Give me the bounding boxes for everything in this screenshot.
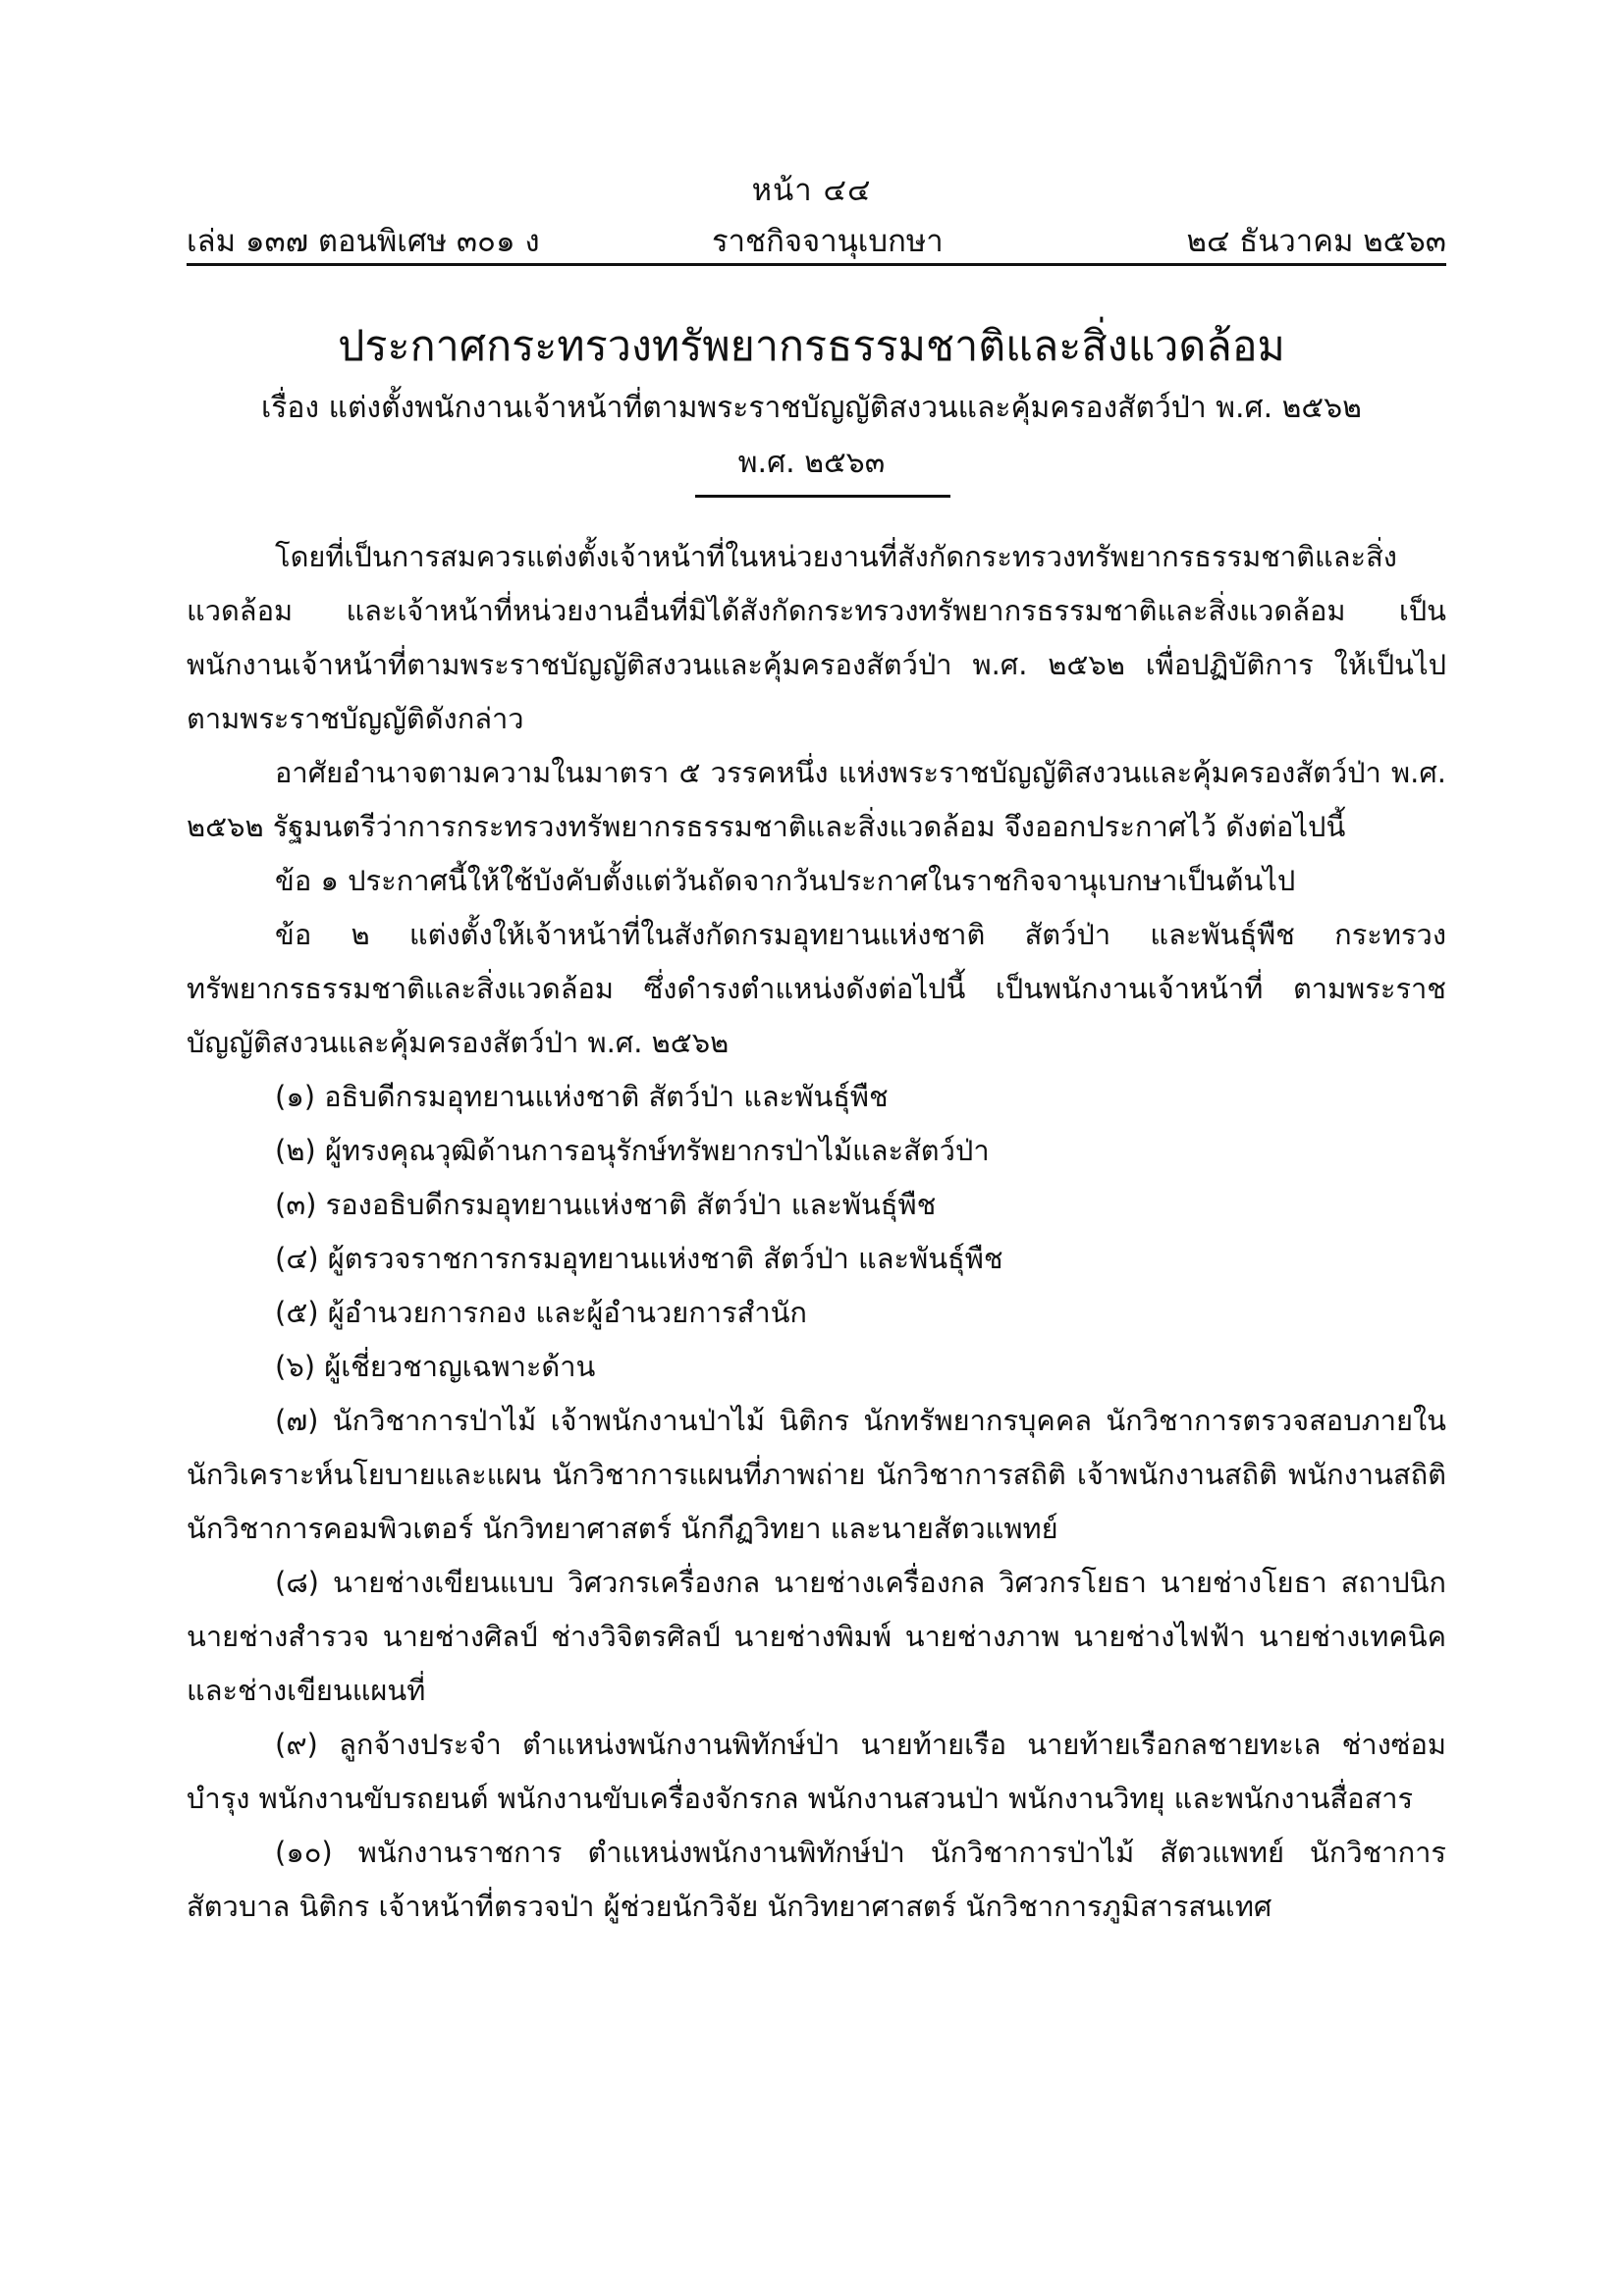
list-item-10: (๑๐) พนักงานราชการ ตำแหน่งพนักงานพิทักษ์ป่า นักวิชาการป่าไม้ สัตวแพทย์ นักวิชาการ สัตวบาล นิติกร เจ้าหน้าที่ตรวจป่า ผู้ช่วยนักวิจัย นักวิทยาศาสตร์ นักวิชาการภูมิสารสนเทศ (187, 1836, 1446, 1923)
clause-1: ข้อ ๑ ประกาศนี้ให้ใช้บังคับตั้งแต่วันถัดจากวันประกาศในราชกิจจานุเบกษาเป็นต้นไป (275, 864, 1296, 897)
clause-2: ข้อ ๒ แต่งตั้งให้เจ้าหน้าที่ในสังกัดกรมอุทยานแห่งชาติ สัตว์ป่า และพันธุ์พืช กระทรวงทรัพยากรธรรมชาติและสิ่งแวดล้อม ซึ่งดำรงตำแหน่งดังต่อไปนี้ เป็นพนักงานเจ้าหน้าที่ ตามพระราชบัญญัติสงวนและคุ้มครองสัตว์ป่า พ.ศ. ๒๕๖๒ (187, 918, 1446, 1059)
list-item: (๔) ผู้ตรวจราชการกรมอุทยานแห่งชาติ สัตว์ป่า และพันธุ์พืช (275, 1242, 1003, 1275)
list-item-7: (๗) นักวิชาการป่าไม้ เจ้าพนักงานป่าไม้ นิติกร นักทรัพยากรบุคคล นักวิชาการตรวจสอบภายใน นักวิเคราะห์นโยบายและแผน นักวิชาการแผนที่ภาพถ่าย นักวิชาการสถิติ เจ้าพนักงานสถิติ พนักงานสถิติ นักวิชาการคอมพิวเตอร์ นักวิทยาศาสตร์ นักกีฏวิทยา และนายสัตวแพทย์ (187, 1404, 1446, 1545)
gazette-header (187, 216, 1446, 259)
authority-paragraph: อาศัยอำนาจตามความในมาตรา ๕ วรรคหนึ่ง แห่งพระราชบัญญัติสงวนและคุ้มครองสัตว์ป่า พ.ศ. ๒๕๖๒ รัฐมนตรีว่าการกระทรวงทรัพยากรธรรมชาติและสิ่งแวดล้อม จึงออกประกาศไว้ ดังต่อไปนี้ (187, 756, 1446, 843)
title-divider (695, 495, 950, 498)
gazette-name: ราชกิจจานุเบกษา (712, 224, 944, 259)
publication-date: ๒๔ ธันวาคม ๒๕๖๓ (1186, 224, 1446, 259)
list-item: (๒) ผู้ทรงคุณวุฒิด้านการอนุรักษ์ทรัพยากรป่าไม้และสัตว์ป่า (275, 1134, 990, 1167)
list-item: (๕) ผู้อำนวยการกอง และผู้อำนวยการสำนัก (275, 1296, 807, 1329)
preamble-paragraph: โดยที่เป็นการสมควรแต่งตั้งเจ้าหน้าที่ในหน่วยงานที่สังกัดกระทรวงทรัพยากรธรรมชาติและสิ่งแวดล้อม และเจ้าหน้าที่หน่วยงานอื่นที่มิได้สังกัดกระทรวงทรัพยากรธรรมชาติและสิ่งแวดล้อม เป็นพนักงานเจ้าหน้าที่ตามพระราชบัญญัติสงวนและคุ้มครองสัตว์ป่า พ.ศ. ๒๕๖๒ เพื่อปฏิบัติการ ให้เป็นไปตามพระราชบัญญัติดังกล่าว (187, 540, 1446, 735)
announcement-year: พ.ศ. ๒๕๖๓ (737, 446, 886, 480)
list-item: (๑) อธิบดีกรมอุทยานแห่งชาติ สัตว์ป่า และพันธุ์พืช (275, 1080, 889, 1113)
announcement-title: ประกาศกระทรวงทรัพยากรธรรมชาติและสิ่งแวดล้อม (338, 322, 1285, 371)
list-item: (๖) ผู้เชี่ยวชาญเฉพาะด้าน (275, 1350, 596, 1383)
announcement-subject: เรื่อง แต่งตั้งพนักงานเจ้าหน้าที่ตามพระราชบัญญัติสงวนและคุ้มครองสัตว์ป่า พ.ศ. ๒๕๖๒ (261, 391, 1362, 425)
page-number: หน้า ๔๔ (751, 173, 872, 208)
volume-info: เล่ม ๑๓๗ ตอนพิเศษ ๓๐๑ ง (187, 224, 540, 259)
list-item: (๓) รองอธิบดีกรมอุทยานแห่งชาติ สัตว์ป่า และพันธุ์พืช (275, 1188, 937, 1221)
document-body (187, 530, 1446, 1934)
header-divider (187, 263, 1446, 266)
list-item-9: (๙) ลูกจ้างประจำ ตำแหน่งพนักงานพิทักษ์ป่า นายท้ายเรือ นายท้ายเรือกลชายทะเล ช่างซ่อมบำรุง พนักงานขับรถยนต์ พนักงานขับเครื่องจักรกล พนักงานสวนป่า พนักงานวิทยุ และพนักงานสื่อสาร (187, 1728, 1446, 1815)
list-item-8: (๘) นายช่างเขียนแบบ วิศวกรเครื่องกล นายช่างเครื่องกล วิศวกรโยธา นายช่างโยธา สถาปนิก นายช่างสำรวจ นายช่างศิลป์ ช่างวิจิตรศิลป์ นายช่างพิมพ์ นายช่างภาพ นายช่างไฟฟ้า นายช่างเทคนิค และช่างเขียนแผนที่ (187, 1566, 1446, 1707)
